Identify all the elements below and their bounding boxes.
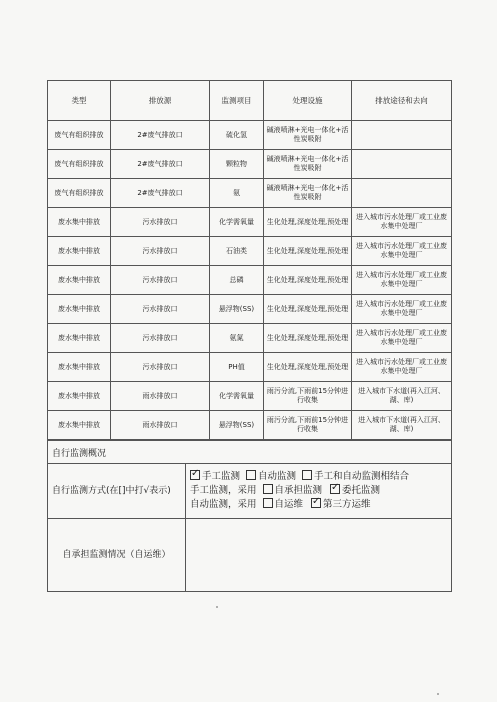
option-label: 委托监测 bbox=[342, 485, 381, 496]
option-label: 第三方运维 bbox=[323, 499, 371, 510]
option-line1-1[interactable] bbox=[246, 470, 296, 484]
manual-prefix: 手工监测，采用 bbox=[190, 485, 257, 496]
cell-route: 进入城市污水处理厂或工业废水集中处理厂 bbox=[352, 353, 452, 382]
self-monitoring-title: 自行监测概况 bbox=[48, 441, 452, 464]
table-row bbox=[48, 411, 452, 440]
option-line3-1[interactable] bbox=[311, 498, 371, 512]
cell-type: 废水集中排放 bbox=[48, 295, 111, 324]
option-label: 手工监测 bbox=[202, 471, 241, 482]
self-bearing-content bbox=[186, 519, 452, 592]
cell-item: 化学需氧量 bbox=[210, 382, 264, 411]
table-row bbox=[48, 150, 452, 179]
cell-route: 进入城市污水处理厂或工业废水集中处理厂 bbox=[352, 266, 452, 295]
cell-type: 废气有组织排放 bbox=[48, 150, 111, 179]
method-label: 自行监测方式(在[]中打√表示) bbox=[48, 464, 186, 519]
cell-type: 废水集中排放 bbox=[48, 324, 111, 353]
cell-type: 废水集中排放 bbox=[48, 237, 111, 266]
table-row bbox=[48, 266, 452, 295]
cell-facility: 生化处理,深度处理,预处理 bbox=[264, 266, 352, 295]
table-header-row bbox=[48, 81, 452, 121]
cell-item: 总磷 bbox=[210, 266, 264, 295]
cell-type: 废水集中排放 bbox=[48, 353, 111, 382]
checkbox-icon[interactable] bbox=[302, 470, 312, 480]
checkbox-icon[interactable] bbox=[263, 484, 273, 494]
cell-facility: 生化处理,深度处理,预处理 bbox=[264, 295, 352, 324]
cell-source: 2#废气排放口 bbox=[111, 179, 210, 208]
cell-item: PH值 bbox=[210, 353, 264, 382]
cell-type: 废水集中排放 bbox=[48, 208, 111, 237]
cell-item: 石油类 bbox=[210, 237, 264, 266]
header-item: 监测项目 bbox=[210, 81, 264, 121]
checked-box-icon[interactable] bbox=[311, 498, 321, 508]
cell-facility: 生化处理,深度处理,预处理 bbox=[264, 237, 352, 266]
cell-type: 废水集中排放 bbox=[48, 382, 111, 411]
checkbox-icon[interactable] bbox=[263, 498, 273, 508]
scan-dot bbox=[216, 606, 218, 608]
checked-box-icon[interactable] bbox=[330, 484, 340, 494]
table-row bbox=[48, 353, 452, 382]
option-label: 自承担监测 bbox=[274, 485, 323, 496]
cell-route: 进入城市下水道(再入江河、湖、库) bbox=[352, 411, 452, 440]
method-options bbox=[186, 464, 452, 519]
table-row bbox=[48, 237, 452, 266]
table-row bbox=[48, 121, 452, 150]
cell-type: 废水集中排放 bbox=[48, 411, 111, 440]
self-monitoring-table bbox=[47, 440, 452, 592]
method-line-1 bbox=[190, 470, 447, 484]
header-route: 排放途径和去向 bbox=[352, 81, 452, 121]
cell-route bbox=[352, 150, 452, 179]
cell-source: 污水排放口 bbox=[111, 295, 210, 324]
cell-source: 污水排放口 bbox=[111, 324, 210, 353]
option-label: 自动监测 bbox=[258, 471, 297, 482]
cell-source: 污水排放口 bbox=[111, 237, 210, 266]
cell-source: 污水排放口 bbox=[111, 208, 210, 237]
cell-facility: 碱液喷淋+光电一体化+活性炭吸附 bbox=[264, 121, 352, 150]
option-label: 手工和自动监测相结合 bbox=[314, 471, 410, 482]
table-row bbox=[48, 208, 452, 237]
cell-route: 进入城市下水道(再入江河、湖、库) bbox=[352, 382, 452, 411]
cell-source: 雨水排放口 bbox=[111, 411, 210, 440]
option-line1-2[interactable] bbox=[302, 470, 409, 484]
table-row bbox=[48, 179, 452, 208]
cell-type: 废气有组织排放 bbox=[48, 121, 111, 150]
option-label: 自运维 bbox=[274, 499, 304, 510]
method-line-3 bbox=[190, 498, 447, 512]
cell-facility: 生化处理,深度处理,预处理 bbox=[264, 353, 352, 382]
cell-route: 进入城市污水处理厂或工业废水集中处理厂 bbox=[352, 208, 452, 237]
cell-type: 废水集中排放 bbox=[48, 266, 111, 295]
option-line1-0[interactable] bbox=[190, 470, 240, 484]
self-monitoring-section bbox=[47, 440, 451, 592]
cell-route: 进入城市污水处理厂或工业废水集中处理厂 bbox=[352, 324, 452, 353]
cell-source: 2#废气排放口 bbox=[111, 150, 210, 179]
checkbox-icon[interactable] bbox=[246, 470, 256, 480]
cell-facility: 生化处理,深度处理,预处理 bbox=[264, 208, 352, 237]
cell-source: 2#废气排放口 bbox=[111, 121, 210, 150]
table-row bbox=[48, 295, 452, 324]
cell-item: 化学需氧量 bbox=[210, 208, 264, 237]
cell-facility: 碱液喷淋+光电一体化+活性炭吸附 bbox=[264, 150, 352, 179]
option-line2-1[interactable] bbox=[330, 484, 380, 498]
cell-item: 氨 bbox=[210, 179, 264, 208]
cell-source: 污水排放口 bbox=[111, 353, 210, 382]
option-line3-0[interactable] bbox=[263, 498, 304, 512]
cell-source: 雨水排放口 bbox=[111, 382, 210, 411]
cell-route bbox=[352, 121, 452, 150]
cell-item: 硫化氢 bbox=[210, 121, 264, 150]
header-source: 排放源 bbox=[111, 81, 210, 121]
table-row bbox=[48, 324, 452, 353]
cell-item: 氨氮 bbox=[210, 324, 264, 353]
header-type: 类型 bbox=[48, 81, 111, 121]
cell-facility: 生化处理,深度处理,预处理 bbox=[264, 324, 352, 353]
cell-type: 废气有组织排放 bbox=[48, 179, 111, 208]
cell-facility: 碱液喷淋+光电一体化+活性炭吸附 bbox=[264, 179, 352, 208]
checked-box-icon[interactable] bbox=[190, 470, 200, 480]
cell-route: 进入城市污水处理厂或工业废水集中处理厂 bbox=[352, 295, 452, 324]
cell-item: 悬浮物(SS) bbox=[210, 295, 264, 324]
self-bearing-label: 自承担监测情况（自运维） bbox=[48, 519, 186, 592]
scan-dot bbox=[437, 693, 439, 695]
cell-route: 进入城市污水处理厂或工业废水集中处理厂 bbox=[352, 237, 452, 266]
header-facility: 处理设施 bbox=[264, 81, 352, 121]
cell-route bbox=[352, 179, 452, 208]
cell-item: 悬浮物(SS) bbox=[210, 411, 264, 440]
table-body bbox=[48, 121, 452, 440]
cell-facility: 雨污分流,下雨前15分钟进行收集 bbox=[264, 411, 352, 440]
cell-item: 颗粒物 bbox=[210, 150, 264, 179]
table-row bbox=[48, 382, 452, 411]
cell-source: 污水排放口 bbox=[111, 266, 210, 295]
emission-table bbox=[47, 80, 452, 440]
cell-facility: 雨污分流,下雨前15分钟进行收集 bbox=[264, 382, 352, 411]
auto-prefix: 自动监测，采用 bbox=[190, 499, 257, 510]
